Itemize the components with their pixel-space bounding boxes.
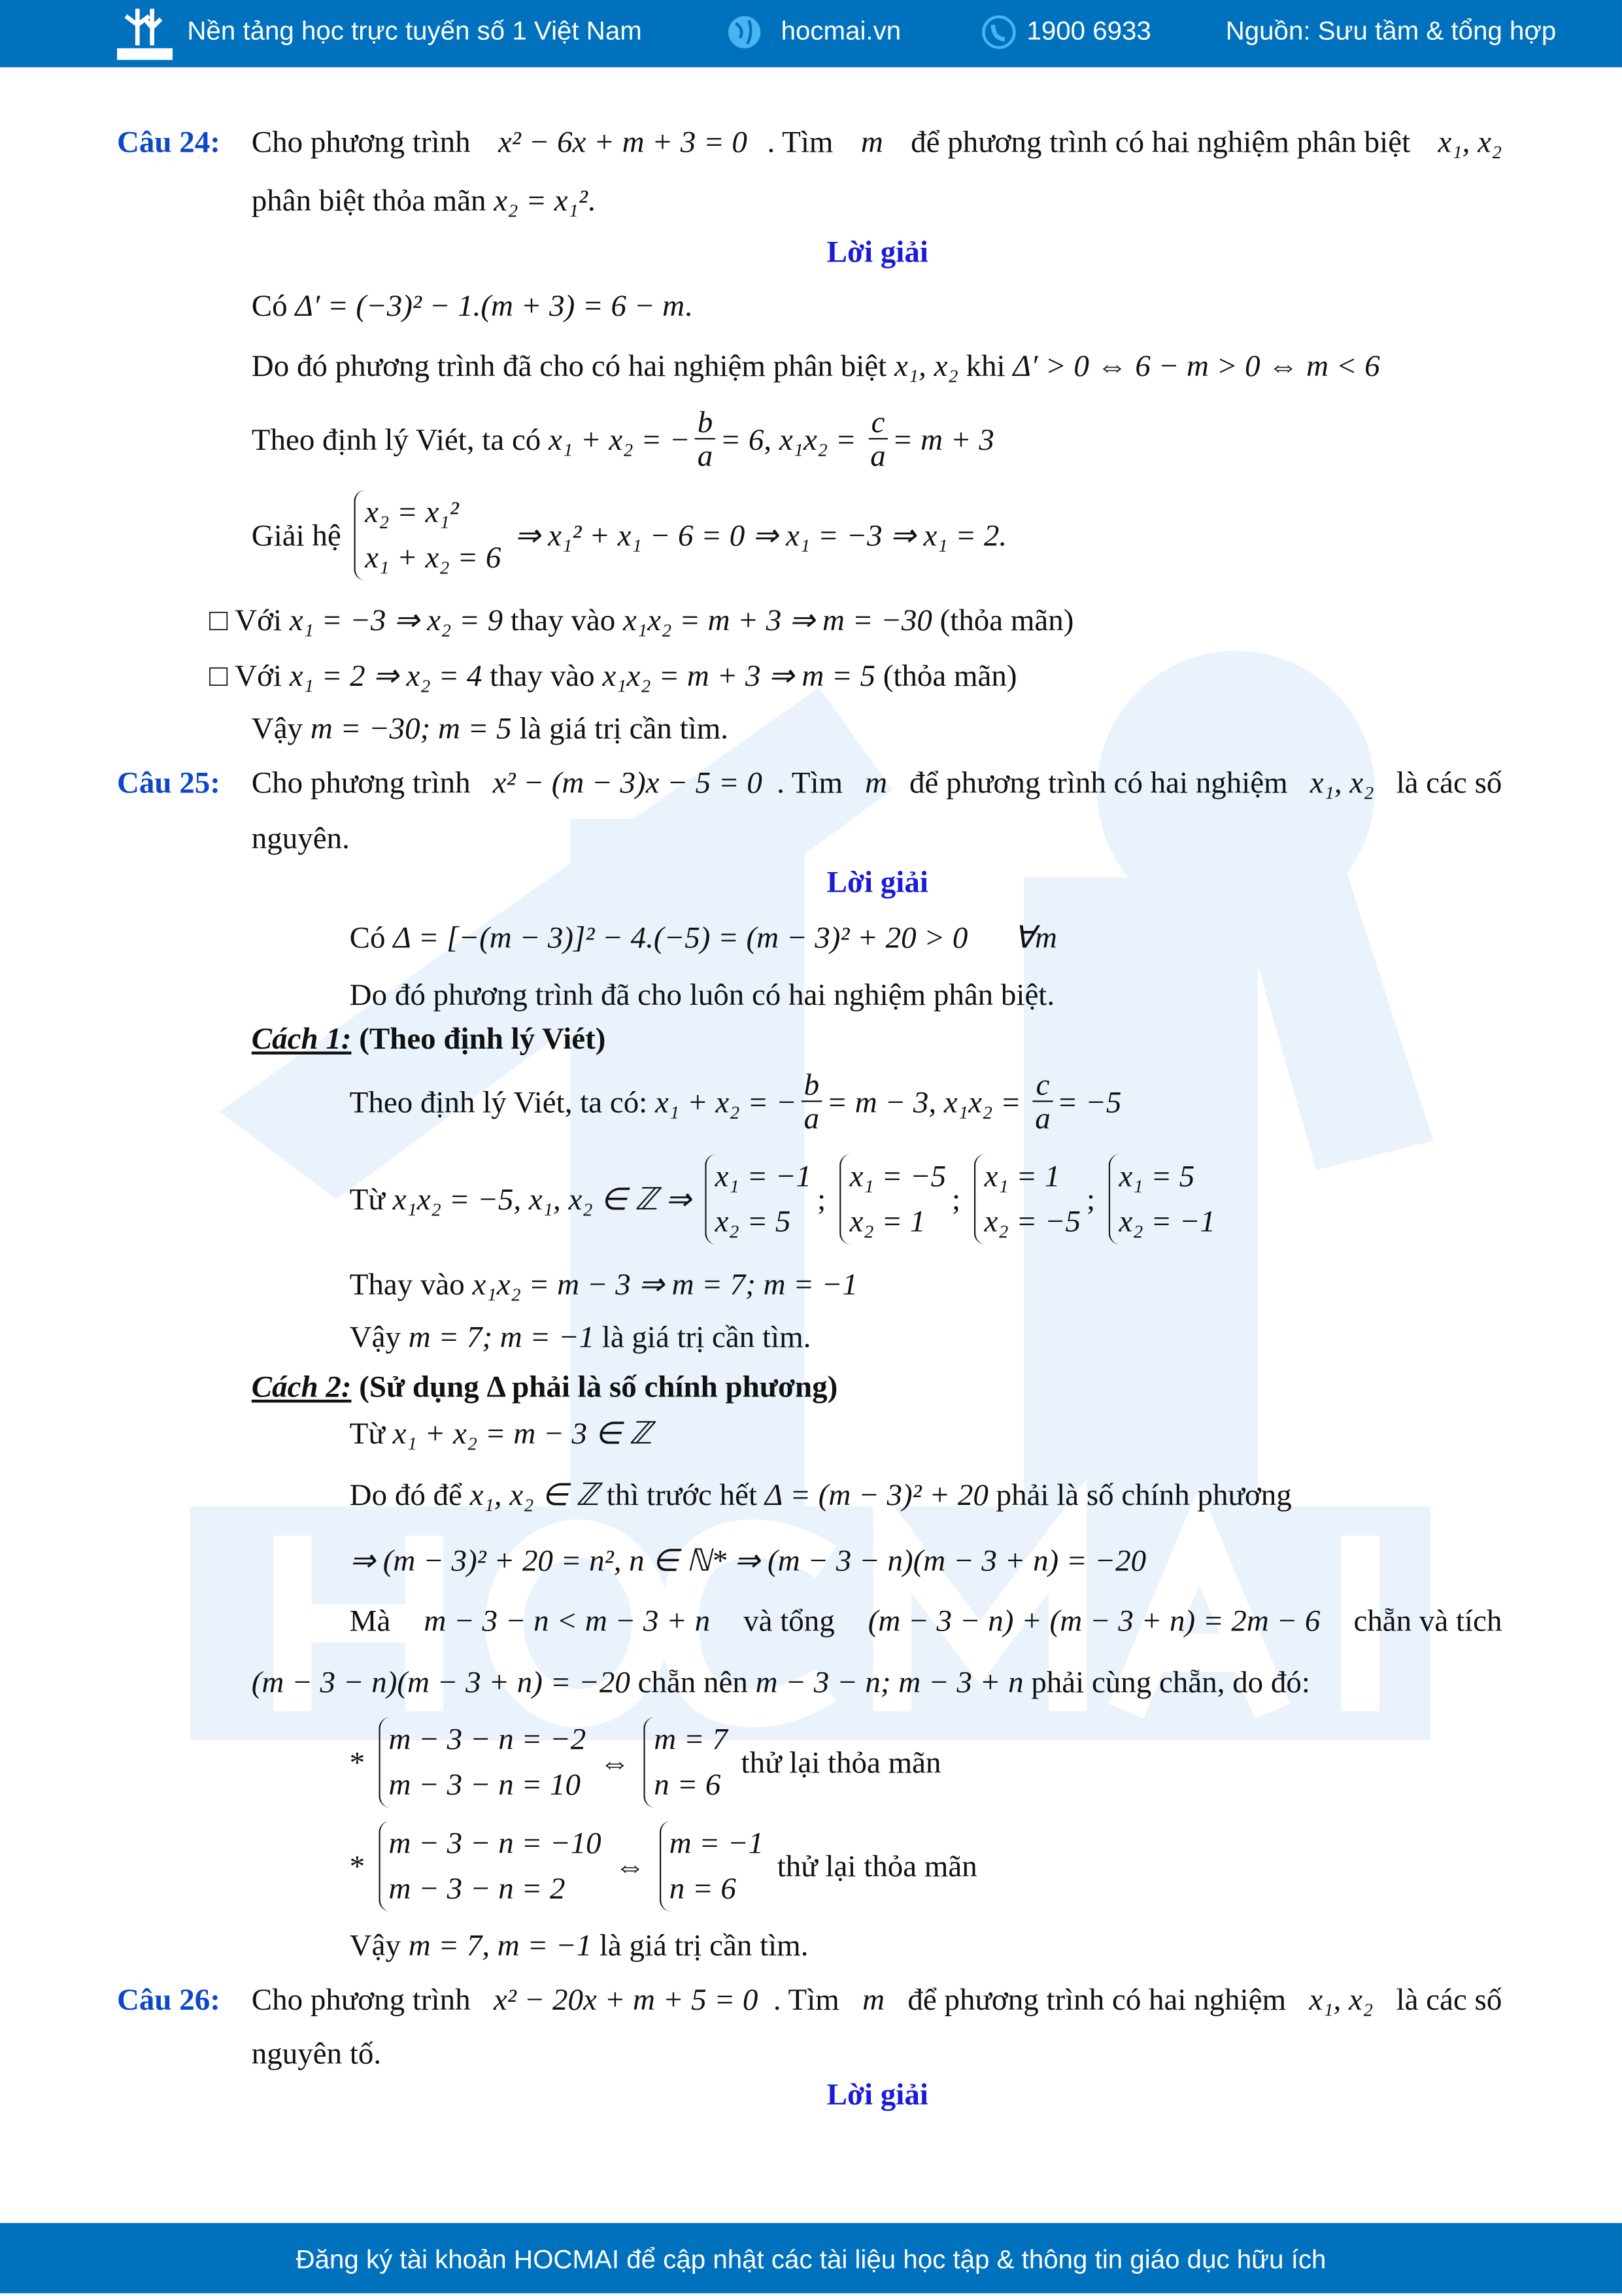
text: . Tìm <box>767 124 841 160</box>
text: Do đó phương trình đã cho có hai nghiệm phân biệt <box>251 348 894 384</box>
text: Mà <box>349 1602 399 1638</box>
math-expression: x₁ + x₂ = − <box>549 421 690 456</box>
system-equation: x₁ = −1 <box>715 1158 812 1194</box>
fraction <box>868 406 888 472</box>
math-expression: ⇒ (m − 3)² + 20 = n², n ∈ ℕ* ⇒ (m − 3 − n)(m − 3 + n) = −20 <box>349 1543 1147 1578</box>
question-label-25: Câu 25: <box>116 765 220 800</box>
math-expression: m = 7; m = −1 <box>408 1319 595 1355</box>
hocmai-logo <box>117 5 173 60</box>
text-line <box>252 1021 606 1056</box>
denominator: a <box>803 1100 820 1136</box>
math-expression: x₁, x₂ ∈ ℤ <box>469 1477 599 1513</box>
math-expression: = −5 <box>1056 1083 1122 1119</box>
text: Vậy <box>349 1319 409 1355</box>
method-title: Cách 1: <box>251 1021 352 1056</box>
equation-system <box>379 1717 586 1808</box>
fraction <box>801 1068 822 1134</box>
text: . <box>684 288 692 324</box>
text-line <box>252 711 728 746</box>
text: , <box>764 421 779 456</box>
system-equation: x₂ = −1 <box>1119 1204 1215 1239</box>
equation-system <box>379 1821 601 1912</box>
text: □ Với <box>209 602 290 638</box>
text: Từ <box>349 1181 393 1217</box>
text: * <box>349 1744 373 1780</box>
system-equation: m − 3 − n = −2 <box>388 1721 586 1757</box>
math-expression: = m − 3, x₁x₂ = <box>826 1083 1029 1119</box>
system-equation: x₁ = −5 <box>849 1158 947 1194</box>
text: ; <box>1086 1181 1103 1217</box>
text: là các số <box>1388 1982 1502 2017</box>
math-expression: x₁x₂ = <box>779 421 864 456</box>
text: □ Với <box>209 658 290 694</box>
text: Do đó để <box>349 1477 470 1513</box>
equation-system <box>354 490 501 581</box>
system-equation: x₁ = 5 <box>1119 1158 1195 1194</box>
denominator: a <box>870 438 886 473</box>
math-expression: m <box>865 765 888 800</box>
text: để phương trình có hai nghiệm <box>902 765 1296 800</box>
system-equation: m = 7 <box>654 1721 728 1757</box>
text-line <box>350 1603 1502 1638</box>
math-expression: x₁ = −3 ⇒ x₂ = 9 <box>289 602 503 638</box>
text-line <box>209 658 1017 694</box>
text: nguyên tố. <box>251 2036 382 2071</box>
numerator: b <box>801 1068 822 1102</box>
solution-heading-text: Lời giải <box>826 2076 928 2112</box>
text: phải cùng chẵn, do đó: <box>1023 1664 1310 1700</box>
text-line <box>350 1927 809 1963</box>
math-expression: Δ = [−(m − 3)]² − 4.(−5) = (m − 3)² + 20 > 0 ∀m <box>393 920 1057 955</box>
math-expression: x₂ = x₁² <box>494 182 588 218</box>
text-line <box>252 288 692 324</box>
text: thử lại thỏa mãn <box>733 1744 941 1780</box>
math-expression: m <box>862 1982 885 2017</box>
math-expression: x₁x₂ = −5, x₁, x₂ ∈ ℤ ⇒ <box>392 1181 699 1217</box>
text: . Tìm <box>773 1982 847 2017</box>
math-expression: = m + 3 <box>892 421 994 456</box>
math-expression: x₁x₂ = m + 3 ⇒ m = 5 <box>602 658 875 694</box>
question-label-24: Câu 24: <box>116 124 220 160</box>
math-expression: Δ′ = (−3)² − 1.(m + 3) = 6 − m <box>295 288 685 324</box>
text: ; <box>817 1181 834 1217</box>
text: ; <box>952 1181 968 1217</box>
math-expression: x² − (m − 3)x − 5 = 0 <box>492 765 762 800</box>
numerator: c <box>1033 1068 1053 1102</box>
math-expression: Δ = (m − 3)² + 20 <box>764 1477 988 1513</box>
fraction <box>694 406 715 472</box>
text-line <box>350 1068 1122 1134</box>
text: Do đó phương trình đã cho luôn có hai nghiệm phân biệt. <box>349 977 1055 1013</box>
text: Theo định lý Viét, ta có <box>251 421 549 456</box>
text-line <box>350 1319 811 1355</box>
text: nguyên. <box>251 820 350 856</box>
math-expression: m − 3 − n < m − 3 + n <box>424 1602 711 1638</box>
text-line <box>350 920 1057 955</box>
text: * <box>349 1848 373 1884</box>
bold-text: (Sử dụng Δ phải là số chính phương) <box>351 1368 838 1404</box>
system-equation: x₁ = 1 <box>984 1158 1060 1194</box>
solution-heading <box>827 2077 928 2112</box>
text: Theo định lý Viét, ta có: <box>349 1083 656 1119</box>
solution-heading-text: Lời giải <box>826 864 928 900</box>
text-line <box>350 977 1055 1012</box>
text: khi <box>958 348 1013 384</box>
text: là giá trị cần tìm. <box>592 1927 809 1963</box>
text-line <box>252 406 994 472</box>
math-expression: (m − 3 − n) + (m − 3 + n) = 2m − 6 <box>868 1602 1321 1638</box>
text: Cho phương trình <box>251 1982 479 2017</box>
text: là giá trị cần tìm. <box>594 1319 811 1355</box>
text: phải là số chính phương <box>988 1477 1292 1513</box>
text-line <box>350 1154 1221 1245</box>
text: . Tìm <box>777 765 851 800</box>
math-expression: x₁x₂ = m + 3 ⇒ m = −30 <box>623 602 932 638</box>
text-line <box>252 2036 381 2071</box>
header-tagline: Nền tảng học trực tuyến số 1 Việt Nam <box>187 16 642 46</box>
text-line <box>252 820 350 856</box>
header-phone: 1900 6933 <box>1026 16 1151 46</box>
solution-heading <box>827 234 928 269</box>
text: phân biệt thỏa mãn <box>251 182 494 218</box>
system-equation: x₂ = −5 <box>984 1204 1081 1239</box>
text-line <box>252 124 1502 160</box>
equation-system <box>974 1154 1081 1245</box>
text: Thay vào <box>349 1266 473 1302</box>
text-line <box>252 1369 837 1404</box>
math-expression: x² − 6x + m + 3 = 0 <box>498 124 747 160</box>
text: Vậy <box>251 711 311 746</box>
header-website-link[interactable]: hocmai.vn <box>781 16 902 46</box>
math-expression: m <box>860 124 883 160</box>
text-line <box>350 1266 858 1302</box>
question-label-26: Câu 26: <box>116 1982 220 2017</box>
solution-heading <box>827 864 928 900</box>
fraction <box>1033 1068 1053 1134</box>
text-line <box>252 765 1502 800</box>
text: thử lại thỏa mãn <box>769 1848 977 1884</box>
text: Có <box>251 288 296 324</box>
text: thì trước hết <box>598 1477 765 1513</box>
math-expression: ⇔ <box>592 1744 638 1780</box>
math-expression: m = 7, m = −1 <box>408 1927 592 1963</box>
text-line <box>252 348 1380 383</box>
math-expression: x₁, x₂ <box>1438 124 1502 160</box>
denominator: a <box>697 438 713 473</box>
text: thay vào <box>482 658 603 694</box>
bold-text: (Theo định lý Viét) <box>351 1021 606 1056</box>
system-equation: n = 6 <box>669 1870 736 1906</box>
math-expression: x₁ = 2 ⇒ x₂ = 4 <box>289 658 482 694</box>
denominator: a <box>1035 1100 1051 1136</box>
math-expression: m = −30; m = 5 <box>310 711 512 746</box>
text-line <box>252 183 596 218</box>
math-expression: x₁ + x₂ = m − 3 ∈ ℤ <box>392 1415 652 1451</box>
equation-system <box>705 1154 811 1245</box>
text-line <box>350 1416 652 1451</box>
system-equation: m − 3 − n = −10 <box>388 1825 601 1861</box>
site-footer: Đăng ký tài khoản HOCMAI để cập nhật các tài liệu học tập & thông tin giáo dục hữu ích <box>0 2223 1622 2293</box>
text: Từ <box>349 1415 393 1451</box>
globe-icon <box>727 14 762 50</box>
math-expression: ⇔ <box>607 1848 654 1884</box>
method-title: Cách 2: <box>251 1368 352 1404</box>
system-equation: x₁ + x₂ = 6 <box>365 539 501 575</box>
header-source: Nguồn: Sưu tầm & tổng hợp <box>1225 16 1557 46</box>
phone-icon <box>981 14 1017 50</box>
text-line <box>209 603 1074 638</box>
math-expression: x₁x₂ = m − 3 ⇒ m = 7; m = −1 <box>472 1266 858 1302</box>
system-equation: m − 3 − n = 10 <box>388 1766 581 1802</box>
text-line <box>252 1664 1310 1700</box>
math-expression: x₁, x₂ <box>894 348 958 384</box>
text: là các số <box>1388 765 1502 800</box>
numerator: c <box>868 406 888 439</box>
equation-system <box>659 1821 764 1912</box>
system-equation: m = −1 <box>669 1825 764 1861</box>
system-equation: x₂ = x₁² <box>365 494 459 530</box>
text-line <box>252 1982 1502 2017</box>
text: Có <box>349 920 394 955</box>
system-equation: x₂ = 5 <box>715 1204 791 1239</box>
equation-system <box>1109 1154 1215 1245</box>
solution-heading-text: Lời giải <box>826 233 928 269</box>
text: chẵn nên <box>630 1664 756 1700</box>
text-line <box>350 1821 977 1912</box>
text: là giá trị cần tìm. <box>511 711 729 746</box>
text: Cho phương trình <box>251 124 479 160</box>
site-header <box>0 0 1622 67</box>
math-expression: x² − 20x + m + 5 = 0 <box>493 1982 758 2017</box>
equation-system <box>644 1717 728 1808</box>
math-expression: Δ′ > 0 ⇔ 6 − m > 0 ⇔ m < 6 <box>1013 348 1380 384</box>
text-line <box>252 490 1007 581</box>
math-expression: (m − 3 − n)(m − 3 + n) = −20 <box>251 1664 630 1700</box>
text: Vậy <box>349 1927 409 1963</box>
system-equation: m − 3 − n = 2 <box>388 1870 566 1906</box>
text: (thỏa mãn) <box>932 602 1074 638</box>
math-expression: x₁, x₂ <box>1309 765 1374 800</box>
system-equation: n = 6 <box>654 1766 721 1802</box>
text: Cho phương trình <box>251 765 479 800</box>
math-expression: m − 3 − n; m − 3 + n <box>755 1664 1024 1700</box>
equation-system <box>839 1154 946 1245</box>
numerator: b <box>694 406 715 439</box>
text-line <box>350 1543 1146 1578</box>
text: chẵn và tích <box>1345 1602 1502 1638</box>
math-expression: ⇒ x₁² + x₁ − 6 = 0 ⇒ x₁ = −3 ⇒ x₁ = 2. <box>507 517 1007 553</box>
text: thay vào <box>503 602 624 638</box>
text: Giải hệ <box>251 517 349 553</box>
text: . <box>587 182 596 218</box>
text: để phương trình có hai nghiệm <box>900 1982 1294 2017</box>
text-line <box>350 1477 1292 1512</box>
math-expression: x₁ + x₂ = − <box>655 1083 797 1119</box>
system-equation: x₂ = 1 <box>849 1204 926 1239</box>
text: (thỏa mãn) <box>875 658 1017 694</box>
text: để phương trình có hai nghiệm phân biệt <box>903 124 1418 160</box>
text-line <box>350 1717 941 1808</box>
math-expression: x₁, x₂ <box>1309 1982 1374 2017</box>
text: và tổng <box>735 1602 843 1638</box>
math-expression: = 6 <box>720 421 764 456</box>
